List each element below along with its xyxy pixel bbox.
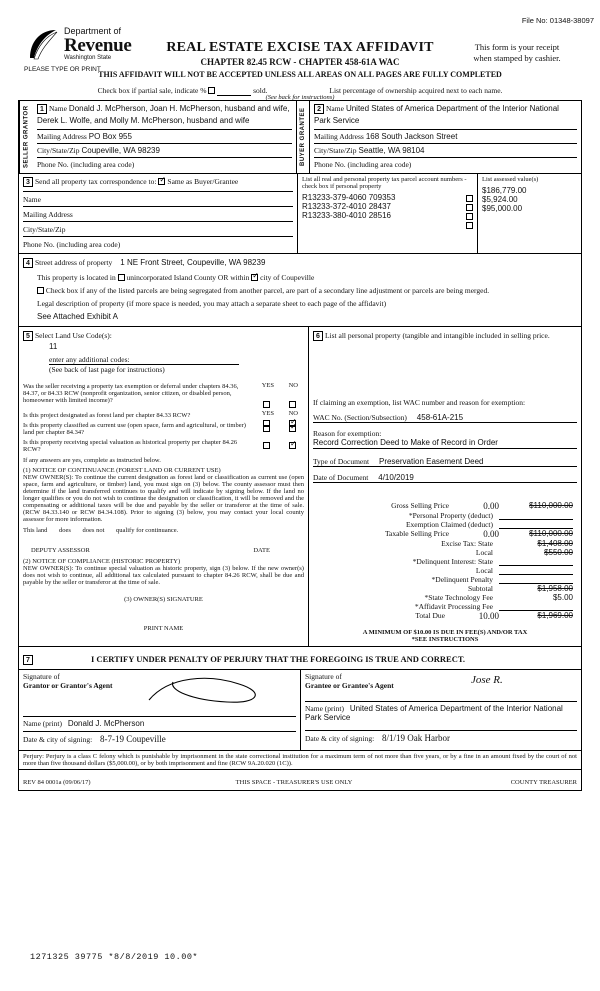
money-row: [313, 539, 577, 548]
city-label: city of Coupeville: [260, 273, 315, 282]
county-treasurer-line: [419, 770, 581, 790]
seller-mailing-row: [37, 129, 292, 143]
question1-no-checkbox[interactable]: [289, 401, 296, 408]
grantee-signature-label-2: Grantee or Grantee's Agent: [305, 681, 394, 690]
parcel-row: [302, 211, 473, 220]
logo-revenue: Revenue: [64, 35, 132, 56]
receipt-note-line1: This form is your receipt: [474, 42, 560, 52]
seller-name-label: Name: [49, 104, 67, 113]
legal-description-value[interactable]: See Attached Exhibit A: [37, 312, 118, 321]
money-printed[interactable]: [499, 566, 573, 575]
seller-name-value[interactable]: Donald J. McPherson, Joan H. McPherson, husband and wife, Derek L. Wolfe, and Molly M. McPherson, husband and wife: [37, 104, 290, 125]
grantor-date-row: [23, 731, 296, 744]
seller-block: [33, 101, 296, 173]
question2-text: Is this project designated as forest land per chapter 84.33 RCW?: [23, 412, 191, 419]
owner-print-name-label: PRINT NAME: [143, 625, 184, 632]
money-row: [313, 548, 577, 557]
see-back-instructions: (See back for instructions): [265, 94, 335, 101]
money-row: [313, 529, 577, 539]
this-land-label: This land: [23, 527, 48, 534]
grantor-signature-label-1: Signature of: [23, 672, 60, 681]
minimum-due-note: A MINIMUM OF $10.00 IS DUE IN FEE(S) AND/OR TAX: [362, 629, 528, 636]
parcel-personal-checkbox[interactable]: [466, 222, 473, 229]
partial-sale-label: Check box if partial sale, indicate %: [97, 86, 207, 95]
question4-yes-checkbox[interactable]: [263, 442, 270, 449]
money-label: Local: [475, 566, 493, 575]
file-number: [522, 16, 594, 25]
segregated-row: [37, 286, 577, 295]
certify-text: I CERTIFY UNDER PENALTY OF PERJURY THAT THE FOREGOING IS TRUE AND CORRECT.: [91, 654, 466, 664]
parcel-extra[interactable]: 28516: [368, 211, 391, 220]
money-printed[interactable]: [499, 520, 573, 529]
perjury-block: [19, 750, 581, 769]
rev-line: [19, 770, 169, 790]
section4-number: 4: [23, 258, 33, 268]
section3-number: 3: [23, 177, 33, 187]
wac-label: WAC No. (Section/Subsection): [312, 413, 407, 422]
yes-header: YES: [261, 382, 274, 389]
grantor-date-value[interactable]: 8-7-19 Coupeville: [100, 734, 166, 744]
question2-row: [23, 412, 304, 419]
street-address-label: Street address of property: [35, 258, 113, 267]
money-row: [313, 520, 577, 529]
seller-citystate-value[interactable]: Coupeville, WA 98239: [81, 146, 160, 155]
money-row: [313, 575, 577, 584]
certify-row: [19, 647, 581, 669]
seller-mailing-value[interactable]: PO Box 955: [88, 132, 132, 141]
grantee-print-label: Name (print): [305, 704, 344, 713]
no-header: NO: [288, 382, 298, 389]
money-label: *Affidavit Processing Fee: [414, 602, 493, 611]
parcel-row: [302, 193, 473, 202]
affidavit-body-frame: [18, 100, 582, 791]
money-label: Exemption Claimed (deduct): [405, 520, 493, 529]
money-printed: $110,000.00: [529, 529, 573, 538]
section5-6-row: [19, 327, 581, 646]
buyer-block: [310, 101, 581, 173]
corr-citystate-row: [23, 221, 293, 236]
additional-codes-row: [49, 355, 239, 365]
not-accepted-warning: THIS AFFIDAVIT WILL NOT BE ACCEPTED UNLESS ALL AREAS ON ALL PAGES ARE FULLY COMPLETED: [98, 70, 502, 79]
unincorporated-checkbox[interactable]: [118, 274, 125, 281]
reason-value[interactable]: Record Correction Deed to Make of Record in Order: [313, 438, 577, 449]
logo-state: Washington State: [64, 55, 112, 61]
grantor-print-label: Name (print): [23, 719, 62, 728]
grantor-signature-block: [19, 670, 300, 750]
money-handwritten[interactable]: 0.00: [483, 529, 499, 539]
question4-text: Is this property receiving special valuation as historical property per chapter 84.26 RCW?: [23, 439, 238, 453]
notice-compliance-title: (2) NOTICE OF COMPLIANCE (HISTORIC PROPERTY): [23, 558, 181, 565]
city-checkbox[interactable]: [251, 274, 258, 281]
buyer-mailing-value[interactable]: 168 South Jackson Street: [365, 132, 458, 141]
money-label: *Delinquent Penalty: [431, 575, 493, 584]
buyer-name-value[interactable]: United States of America Department of the Interior National Park Service: [314, 104, 559, 125]
section4-block: [19, 254, 581, 327]
grantor-date-label: Date & city of signing:: [23, 735, 93, 744]
page-title: REAL ESTATE EXCISE TAX AFFIDAVIT: [166, 40, 434, 55]
grantor-print-value[interactable]: Donald J. McPherson: [67, 719, 145, 728]
buyer-citystate-value[interactable]: Seattle, WA 98104: [358, 146, 425, 155]
same-as-buyer-checkbox[interactable]: [158, 178, 165, 185]
seller-phone-row: [37, 157, 292, 171]
parcel-header: List all real and personal property tax parcel account numbers - check box if personal property: [302, 176, 467, 190]
yes-header-2: YES: [261, 410, 274, 417]
buyer-phone-label: Phone No. (including area code): [314, 160, 412, 169]
receipt-note: [452, 42, 582, 65]
located-in-row: [37, 273, 577, 282]
parcel-personal-checkbox[interactable]: [466, 195, 473, 202]
page-subtitle: CHAPTER 82.45 RCW - CHAPTER 458-61A WAC: [200, 57, 400, 67]
seller-name-row: [37, 103, 292, 127]
deputy-assessor-row: [23, 547, 304, 554]
file-number-label: File No:: [521, 16, 548, 25]
parcel-row: [302, 202, 473, 211]
section3-row: [19, 174, 581, 254]
money-label: *Personal Property (deduct): [408, 511, 493, 520]
no-header-2: NO: [288, 410, 298, 417]
grantor-print-row: [23, 716, 296, 728]
street-address-row: [23, 257, 577, 269]
buyer-citystate-row: [314, 143, 577, 157]
money-label: Total Due: [415, 611, 445, 620]
parcel-number[interactable]: R13233-372-4010: [302, 202, 367, 211]
deputy-date-label: DATE: [253, 547, 270, 554]
buyer-phone-row: [314, 157, 577, 171]
does-label[interactable]: does: [59, 527, 71, 534]
ownership-note: List percentage of ownership acquired next to each name.: [329, 86, 503, 95]
unincorporated-label: unincorporated Island County OR within: [126, 273, 250, 282]
county-treasurer-text: COUNTY TREASURER: [510, 779, 577, 786]
treasurer-stamp-code: 1271325 39775 *8/8/2019 10.00*: [30, 952, 199, 962]
question4-row: [23, 439, 304, 453]
does-not-label[interactable]: does not: [82, 527, 105, 534]
form-footer-row: [19, 769, 581, 790]
money-printed: $1,408.00: [537, 539, 573, 548]
money-printed: $1,958.00: [537, 584, 573, 593]
money-label: *State Technology Fee: [424, 593, 493, 602]
logo-department: Department of: [64, 26, 122, 36]
money-row: [313, 511, 577, 520]
money-row: [313, 584, 577, 593]
exemption-label: If claiming an exemption, list WAC number and reason for exemption:: [312, 398, 526, 407]
buyer-name-row: [314, 103, 577, 127]
parcel-number[interactable]: R13233-379-4060: [302, 193, 367, 202]
doc-date-value[interactable]: 4/10/2019: [378, 473, 414, 482]
owner-signature-label[interactable]: (3) OWNER(S) SIGNATURE: [124, 596, 203, 603]
wac-row: [313, 413, 577, 423]
doc-type-row: [313, 457, 577, 467]
money-row: [313, 602, 577, 611]
if-any-yes-note: If any answers are yes, complete as instructed below.: [23, 457, 161, 464]
this-land-row: [23, 527, 304, 534]
doc-type-label: Type of Document: [312, 457, 370, 466]
section7-number: 7: [23, 655, 33, 665]
parcel-extra[interactable]: 28437: [368, 202, 391, 211]
buyer-mailing-label: Mailing Address: [314, 132, 364, 141]
parcel-numbers-block: [297, 174, 477, 253]
additional-codes-label: enter any additional codes:: [49, 355, 130, 364]
money-printed[interactable]: [499, 557, 573, 566]
perjury-text: Perjury: Perjury is a class C felony which is punishable by imprisonment in the state correctional institution for a maximum term of not more than five years, or by a fine in an amount fixed by the court of not more than five thousand dollars ($5,000.00), or by both imprisonment and fine (RCW 9A.20.020 (1C)).: [23, 753, 577, 767]
personal-property-label: List all personal property (tangible and intangible included in selling price.: [324, 331, 550, 340]
parcel-number[interactable]: R13233-380-4010: [302, 211, 367, 220]
money-label: Subtotal: [467, 584, 493, 593]
send-tax-row: [23, 176, 293, 188]
grantee-signature-block: [300, 670, 581, 750]
seller-mailing-label: Mailing Address: [37, 132, 87, 141]
reason-label: Reason for exemption:: [312, 429, 382, 438]
grantee-print-row: [305, 701, 577, 722]
money-row: [313, 557, 577, 566]
assessed-value[interactable]: $186,779.00: [482, 186, 527, 195]
assessed-value[interactable]: $5,924.00: [482, 195, 518, 204]
question3-no-checkbox[interactable]: [289, 425, 296, 432]
assessed-value[interactable]: $95,000.00: [482, 204, 523, 213]
sold-label: sold.: [253, 86, 268, 95]
grantee-signature-mark[interactable]: Jose R.: [471, 674, 503, 686]
deputy-assessor-label: DEPUTY ASSESSOR: [31, 547, 90, 554]
located-in-label: This property is located in: [37, 273, 116, 282]
parcel-personal-checkbox[interactable]: [466, 213, 473, 220]
corr-mailing-label: Mailing Address: [23, 210, 73, 219]
grantee-date-row: [305, 730, 577, 743]
qualify-label: qualify for continuance.: [116, 527, 179, 534]
corr-name-row: [23, 191, 293, 206]
street-address-value[interactable]: 1 NE Front Street, Coupeville, WA 98239: [120, 258, 266, 267]
money-row: [313, 611, 577, 621]
treasurer-line: [169, 770, 419, 790]
money-printed: $550.00: [544, 548, 573, 557]
parcel-personal-checkbox[interactable]: [466, 204, 473, 211]
tax-correspondence-block: [19, 174, 297, 253]
money-row: [313, 593, 577, 602]
notice-continuance-body: NEW OWNER(S): To continue the current designation as forest land or classification as current use (open space, farm and agriculture, or timber) land, you must sign on (3) below. The county assessor must then determine if the land transferred continues to qualify and will indicate by signing below. If the land no longer qualifies or you do not wish to continue the designation or classification, it will be removed and the compensating or additional taxes will be due and payable by the seller or transferor at the time of sale. (RCW 84.33.140 or RCW 84.34.108). Prior to signing (3) below, you may contact your local county assessor for more information.: [23, 474, 304, 523]
money-printed: $5.00: [552, 593, 573, 602]
please-type-note: PLEASE TYPE OR PRINT: [24, 66, 101, 73]
segregated-checkbox[interactable]: [37, 287, 44, 294]
grantee-date-value[interactable]: 8/1/19 Oak Harbor: [382, 733, 451, 743]
file-number-value: 01348-38097: [549, 16, 594, 25]
buyer-mailing-row: [314, 129, 577, 143]
question1-yes-checkbox[interactable]: [263, 401, 270, 408]
money-table: [313, 501, 577, 621]
personal-property-row: [313, 330, 577, 342]
question1-text: Was the seller receiving a property tax exemption or deferral under chapters 84.36, 84.37, or 84.33 RCW (nonprofit organization, senior citizen, or disabled person, homeowner with limited income)?: [23, 383, 239, 404]
money-label: Local: [475, 548, 493, 557]
money-label: Taxable Selling Price: [384, 529, 449, 538]
money-printed: $110,000.00: [529, 501, 573, 510]
section5-block: [19, 327, 308, 646]
question1-row: [23, 383, 304, 404]
treasurer-line-text: THIS SPACE - TREASURER'S USE ONLY: [235, 779, 353, 786]
seller-section-number: 1: [37, 104, 47, 114]
seller-phone-label: Phone No. (including area code): [37, 160, 135, 169]
land-use-label: Select Land Use Code(s):: [35, 331, 112, 340]
receipt-note-line2: when stamped by cashier.: [473, 53, 561, 64]
send-tax-label: Send all property tax correspondence to:: [35, 177, 157, 186]
money-label: Excise Tax: State: [441, 539, 493, 548]
signature-row: [19, 669, 581, 750]
doc-type-value[interactable]: Preservation Easement Deed: [378, 457, 484, 466]
see-instructions-note: *SEE INSTRUCTIONS: [411, 636, 479, 643]
money-label: Gross Selling Price: [391, 501, 449, 510]
corr-phone-row: [23, 236, 293, 251]
doc-date-row: [313, 473, 577, 483]
question3-text: Is this property classified as current use (open space, farm and agricultural, or timber) land per chapter 84.34?: [23, 422, 246, 436]
grantor-signature-mark[interactable]: [139, 670, 289, 710]
assessed-values-block: [477, 174, 579, 253]
land-use-see-back: (See back of last page for instructions): [49, 365, 165, 374]
assessed-header: List assessed value(s): [482, 176, 539, 183]
section6-block: [308, 327, 581, 646]
legal-description-note: Legal description of property (if more space is needed, you may attach a separate sheet to each page of the affidavit): [37, 299, 387, 308]
land-use-value[interactable]: 11: [49, 342, 58, 351]
grantor-signature-label-2: Grantor or Grantor's Agent: [23, 681, 113, 690]
seller-side-label: SELLER GRANTOR: [19, 101, 33, 173]
money-label: *Delinquent Interest: State: [412, 557, 493, 566]
grantee-signature-label-1: Signature of: [305, 672, 342, 681]
money-handwritten[interactable]: 10.00: [478, 611, 499, 621]
corr-phone-label: Phone No. (including area code): [23, 240, 121, 249]
money-printed: $1,969.00: [537, 611, 573, 620]
grantee-print-value[interactable]: United States of America Department of the Interior National Park Service: [305, 704, 563, 722]
money-row: [313, 501, 577, 511]
section5-number: 5: [23, 331, 33, 341]
money-row: [313, 566, 577, 575]
buyer-citystate-label: City/State/Zip: [314, 146, 357, 155]
same-as-buyer-label: Same as Buyer/Grantee: [167, 177, 239, 186]
notice-continuance-title: (1) NOTICE OF CONTINUANCE (FOREST LAND OR CURRENT USE): [23, 467, 221, 474]
buyer-name-label: Name: [326, 104, 344, 113]
notice-compliance-body: NEW OWNER(S): To continue special valuation as historic property, sign (3) below. If the new owner(s) does not wish to continue, all additional tax calculated pursuant to chapter 84.26 RCW, shall be due and payable by the seller or transferor at the time of sale.: [23, 565, 304, 586]
section7-block: [19, 646, 581, 750]
money-printed[interactable]: [499, 575, 573, 584]
land-use-row: [23, 330, 304, 342]
buyer-section-number: 2: [314, 104, 324, 114]
segregated-label: Check box if any of the listed parcels are being segregated from another parcel, are part of a secondary line adjustment or parcels are being merged.: [45, 286, 490, 295]
corr-mailing-row: [23, 206, 293, 221]
corr-citystate-label: City/State/Zip: [23, 225, 66, 234]
buyer-side-label: BUYER GRANTEE: [296, 101, 310, 173]
partial-sale-checkbox[interactable]: [208, 87, 215, 94]
rev-line-text: REV 84 0001a (09/06/17): [23, 779, 91, 786]
corr-name-label: Name: [23, 195, 41, 204]
money-printed[interactable]: [499, 511, 573, 520]
parcel-extra[interactable]: 709353: [368, 193, 396, 202]
grantee-date-label: Date & city of signing:: [305, 734, 375, 743]
seller-citystate-row: [37, 143, 292, 157]
section6-number: 6: [313, 331, 323, 341]
question3-row: [23, 422, 304, 436]
money-handwritten[interactable]: 0.00: [483, 501, 499, 511]
wac-value[interactable]: 458-61A-215: [416, 413, 464, 422]
money-printed[interactable]: [499, 602, 573, 611]
question4-no-checkbox[interactable]: [289, 442, 296, 449]
question3-yes-checkbox[interactable]: [263, 425, 270, 432]
parties-row: [19, 101, 581, 174]
doc-date-label: Date of Document: [312, 473, 369, 482]
seller-citystate-label: City/State/Zip: [37, 146, 80, 155]
